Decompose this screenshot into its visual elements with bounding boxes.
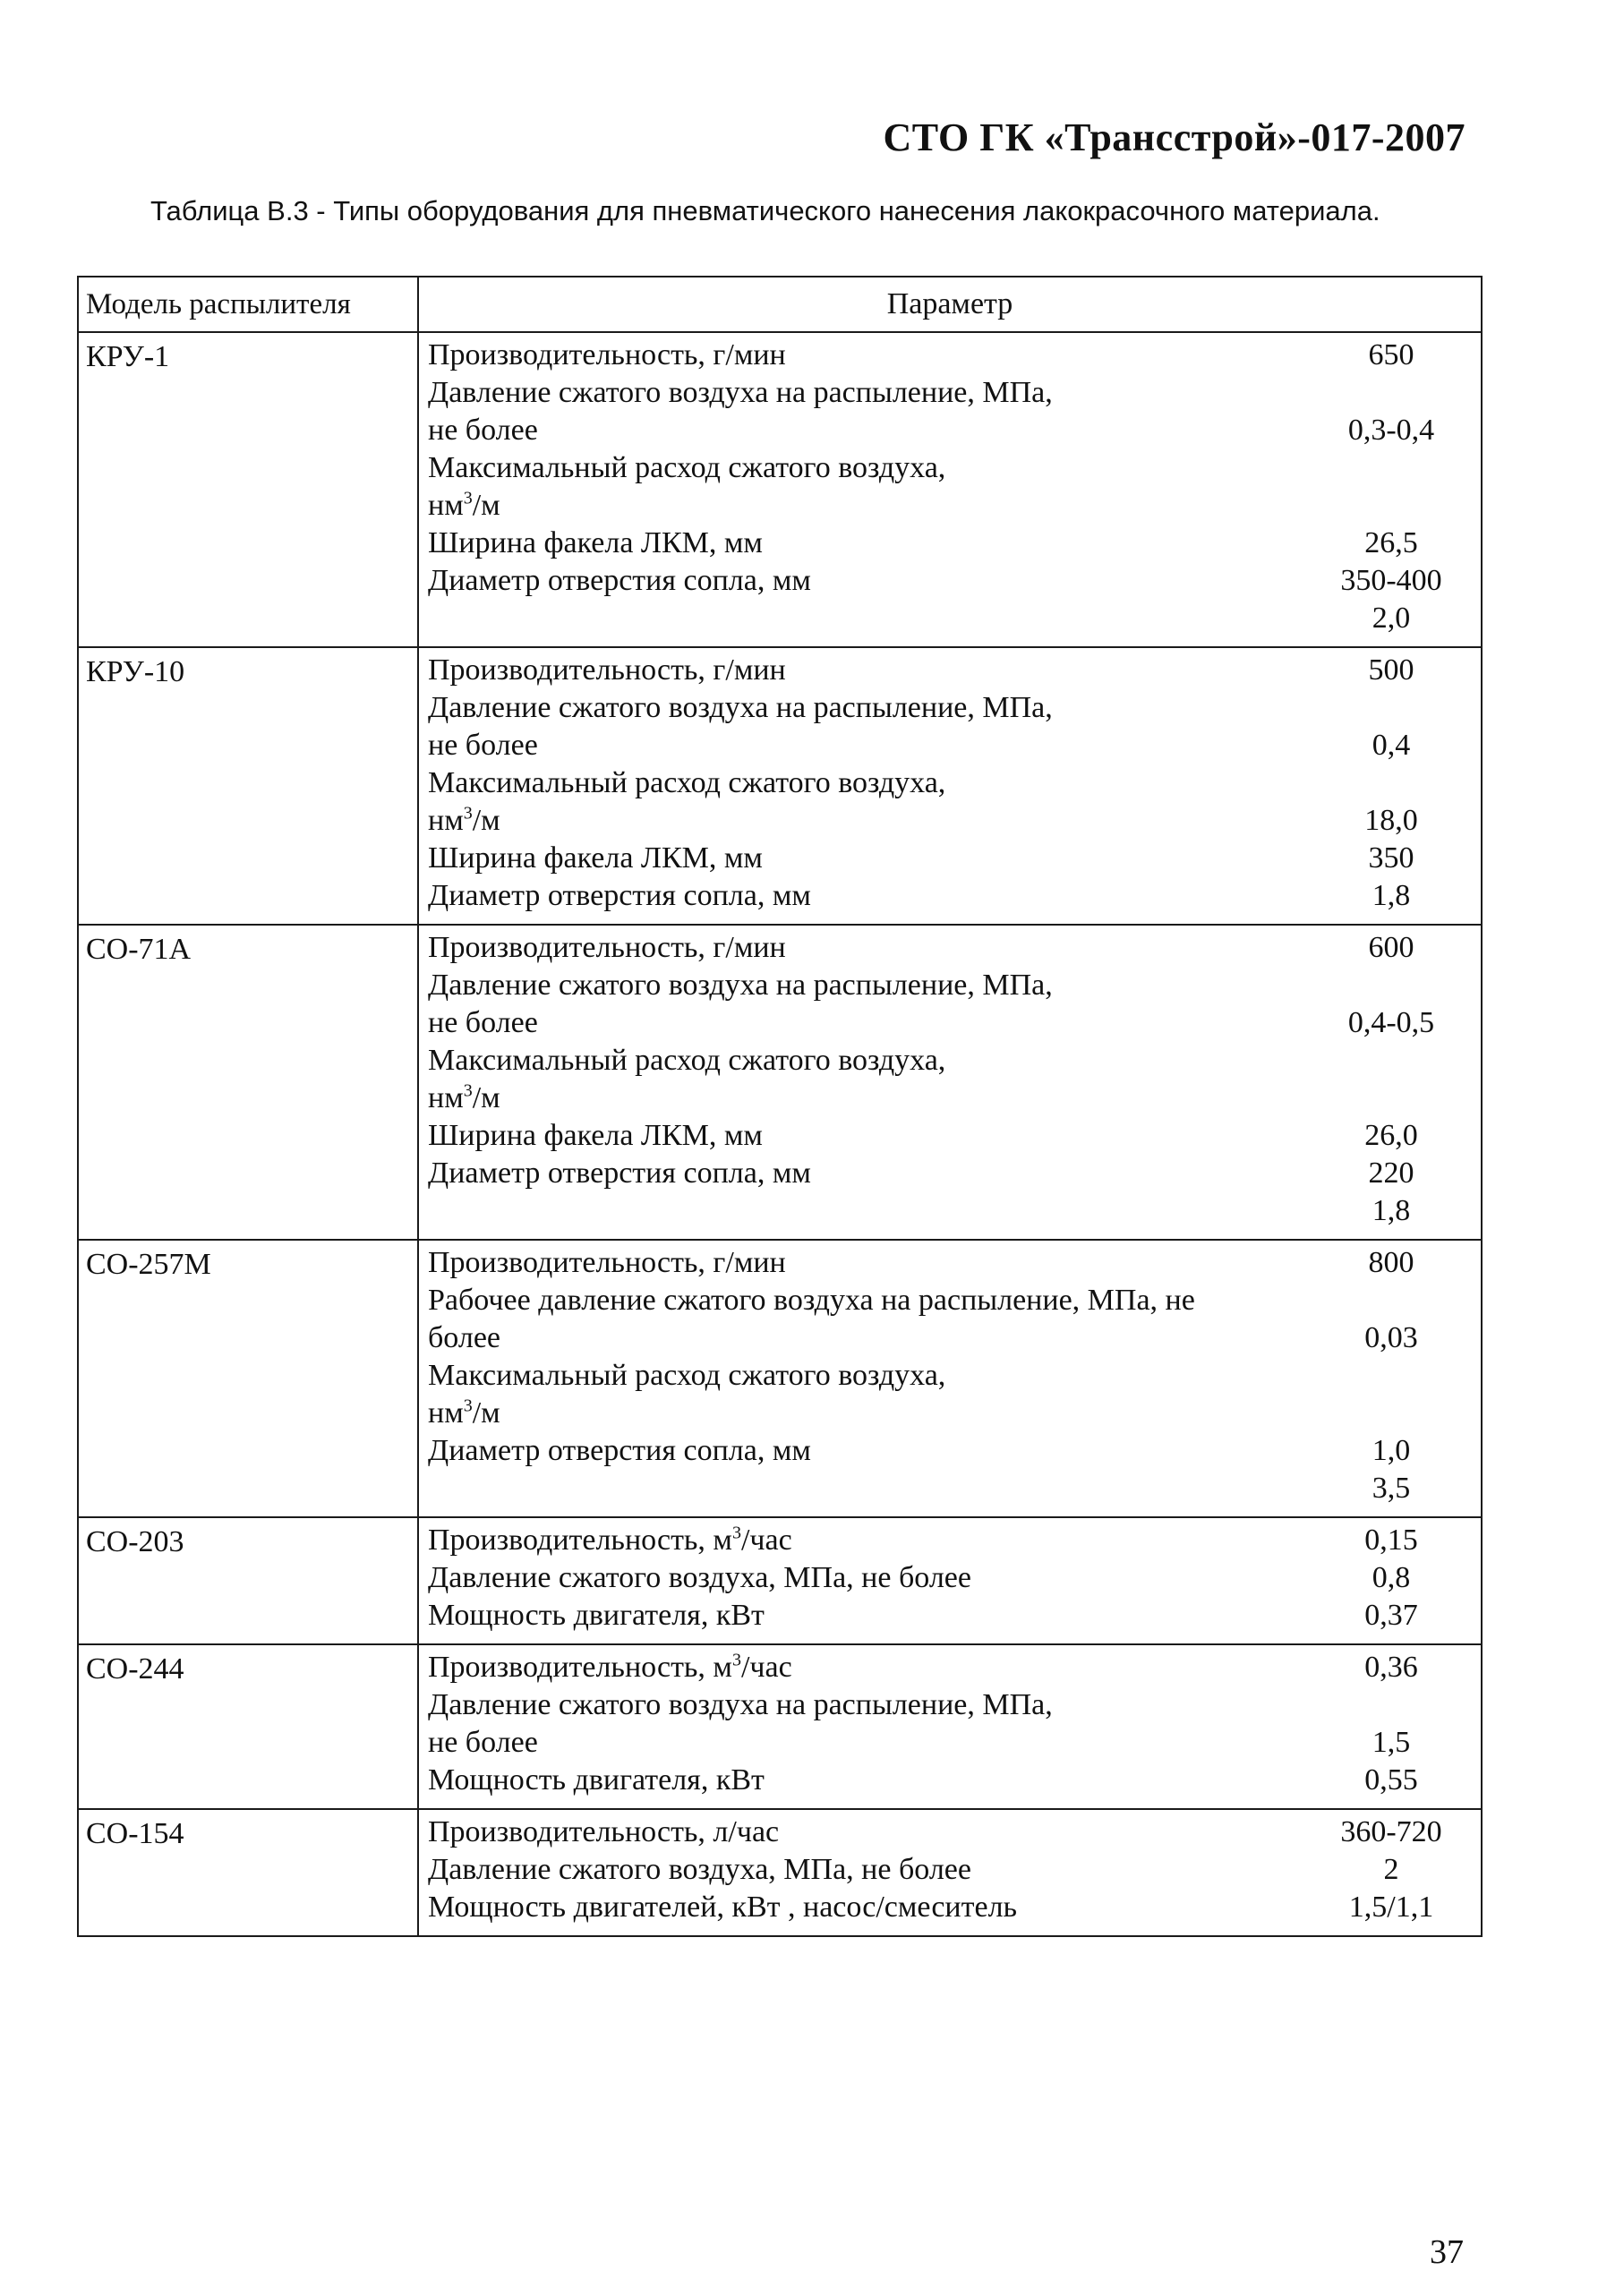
table-header-row — [78, 277, 1482, 332]
parameter-value: 0,4-0,5 — [1347, 1006, 1435, 1039]
parameter-line — [428, 1762, 1481, 1799]
parameter-value: 360-720 — [1340, 1815, 1442, 1848]
parameter-line — [428, 1117, 1481, 1155]
parameter-name: $нм^3/м$ — [428, 1396, 500, 1430]
parameter-line — [428, 1522, 1481, 1559]
column-header-model: Модель распылителя — [78, 277, 418, 332]
parameter-line — [428, 877, 1481, 915]
model-cell — [78, 925, 418, 1240]
parameter-line — [428, 967, 1481, 1004]
parameter-line — [428, 1282, 1481, 1319]
parameter-name: Диаметр отверстия сопла, мм — [428, 1434, 811, 1467]
parameter-cell — [418, 332, 1482, 647]
model-name: СО-257М — [86, 1248, 211, 1281]
parameter-value: 350-400 — [1340, 564, 1442, 597]
parameter-name: Ширина факела ЛКМ, мм — [428, 526, 763, 559]
table-row — [78, 1809, 1482, 1936]
model-cell — [78, 332, 418, 647]
parameter-value: 0,15 — [1364, 1524, 1418, 1557]
parameter-name: более — [428, 1321, 500, 1354]
parameter-value: 1,8 — [1372, 1194, 1411, 1227]
parameter-name: не более — [428, 1006, 538, 1039]
parameter-line — [428, 1432, 1481, 1470]
parameter-line — [428, 525, 1481, 562]
parameter-name: Максимальный расход сжатого воздуха, — [428, 451, 946, 484]
parameter-line — [428, 689, 1481, 727]
parameter-value: 0,3-0,4 — [1347, 414, 1435, 447]
parameter-cell — [418, 1517, 1482, 1644]
table-row — [78, 1240, 1482, 1517]
equipment-table — [77, 276, 1483, 1937]
parameter-value: 0,8 — [1372, 1561, 1411, 1594]
parameter-name: Диаметр отверстия сопла, мм — [428, 1157, 811, 1190]
parameter-name: Производительность, $м^3$/час — [428, 1523, 792, 1557]
parameter-line — [428, 727, 1481, 764]
parameter-value: 650 — [1368, 338, 1414, 371]
parameter-value: 18,0 — [1364, 804, 1418, 837]
parameter-name: Производительность, $м^3$/час — [428, 1650, 792, 1684]
parameter-line — [428, 652, 1481, 689]
parameter-name: Ширина факела ЛКМ, мм — [428, 1119, 763, 1152]
table-row — [78, 1517, 1482, 1644]
parameter-value: 0,37 — [1364, 1599, 1418, 1632]
model-name: СО-203 — [86, 1525, 184, 1558]
model-cell — [78, 647, 418, 925]
parameter-line — [428, 929, 1481, 967]
parameter-name: $нм^3/м$ — [428, 488, 500, 522]
parameter-value: 1,5 — [1372, 1726, 1411, 1759]
parameter-value: 0,36 — [1364, 1651, 1418, 1684]
parameter-name: Рабочее давление сжатого воздуха на распыление, МПа, не — [428, 1284, 1195, 1317]
parameter-value: 3,5 — [1372, 1472, 1411, 1505]
parameter-name: Производительность, г/мин — [428, 1246, 786, 1279]
parameter-name: Давление сжатого воздуха, МПа, не более — [428, 1561, 971, 1594]
parameter-line — [428, 1889, 1481, 1926]
parameter-cell — [418, 1809, 1482, 1936]
parameter-line — [428, 802, 1481, 840]
parameter-value: 0,55 — [1364, 1763, 1418, 1797]
table-row — [78, 647, 1482, 925]
parameter-name: Давление сжатого воздуха на распыление, МПа, — [428, 969, 1053, 1002]
parameter-line — [428, 764, 1481, 802]
parameter-line — [428, 1395, 1481, 1432]
parameter-value: 1,0 — [1372, 1434, 1411, 1467]
parameter-name: не более — [428, 729, 538, 762]
parameter-line — [428, 374, 1481, 412]
parameter-line — [428, 1814, 1481, 1851]
table-caption: Таблица В.3 - Типы оборудования для пневматического нанесения лакокрасочного материала. — [150, 195, 1380, 226]
parameter-line — [428, 1004, 1481, 1042]
parameter-line — [428, 600, 1481, 637]
parameter-name: $нм^3/м$ — [428, 803, 500, 837]
parameter-line — [428, 1649, 1481, 1686]
parameter-name: Производительность, г/мин — [428, 653, 786, 687]
parameter-name: Максимальный расход сжатого воздуха, — [428, 1044, 946, 1077]
parameter-value: 500 — [1368, 653, 1414, 687]
parameter-line — [428, 487, 1481, 525]
parameter-name: Производительность, г/мин — [428, 338, 786, 371]
parameter-value: 0,4 — [1372, 729, 1411, 762]
parameter-value: 26,5 — [1364, 526, 1418, 559]
parameter-name: $нм^3/м$ — [428, 1080, 500, 1114]
parameter-line — [428, 1357, 1481, 1395]
parameter-name: Мощность двигателей, кВт , насос/смеситель — [428, 1891, 1018, 1924]
parameter-line — [428, 1686, 1481, 1724]
parameter-value: 2 — [1383, 1853, 1399, 1886]
parameter-value: 0,03 — [1364, 1321, 1418, 1354]
parameter-name: Ширина факела ЛКМ, мм — [428, 841, 763, 875]
parameter-cell — [418, 647, 1482, 925]
page-number: 37 — [1430, 2233, 1464, 2271]
model-name: СО-244 — [86, 1652, 184, 1686]
parameter-line — [428, 1597, 1481, 1635]
parameter-name: Давление сжатого воздуха на распыление, МПа, — [428, 691, 1053, 724]
column-header-parameter: Параметр — [418, 277, 1482, 332]
parameter-line — [428, 1559, 1481, 1597]
table-row — [78, 925, 1482, 1240]
parameter-name: Производительность, л/час — [428, 1815, 780, 1848]
parameter-line — [428, 1042, 1481, 1080]
parameter-value: 800 — [1368, 1246, 1414, 1279]
model-name: СО-154 — [86, 1817, 184, 1850]
model-cell — [78, 1240, 418, 1517]
table-row — [78, 1644, 1482, 1809]
parameter-name: Производительность, г/мин — [428, 931, 786, 964]
parameter-name: Давление сжатого воздуха, МПа, не более — [428, 1853, 971, 1886]
parameter-name: Максимальный расход сжатого воздуха, — [428, 1359, 946, 1392]
parameter-name: не более — [428, 1726, 538, 1759]
model-cell — [78, 1517, 418, 1644]
parameter-name: Максимальный расход сжатого воздуха, — [428, 766, 946, 799]
table-body — [78, 332, 1482, 1936]
parameter-value: 2,0 — [1372, 602, 1411, 635]
model-cell — [78, 1809, 418, 1936]
parameter-name: Диаметр отверстия сопла, мм — [428, 564, 811, 597]
parameter-line — [428, 1192, 1481, 1230]
parameter-value: 220 — [1368, 1157, 1414, 1190]
parameter-value: 350 — [1368, 841, 1414, 875]
parameter-name: Диаметр отверстия сопла, мм — [428, 879, 811, 912]
parameter-name: не более — [428, 414, 538, 447]
parameter-cell — [418, 1240, 1482, 1517]
model-name: КРУ-10 — [86, 655, 185, 688]
parameter-name: Давление сжатого воздуха на распыление, МПа, — [428, 376, 1053, 409]
model-name: КРУ-1 — [86, 340, 170, 373]
parameter-line — [428, 337, 1481, 374]
parameter-line — [428, 1470, 1481, 1507]
parameter-name: Мощность двигателя, кВт — [428, 1599, 765, 1632]
parameter-line — [428, 1080, 1481, 1117]
parameter-name: Мощность двигателя, кВт — [428, 1763, 765, 1797]
parameter-cell — [418, 925, 1482, 1240]
parameter-value: 600 — [1368, 931, 1414, 964]
parameter-cell — [418, 1644, 1482, 1809]
parameter-value: 26,0 — [1364, 1119, 1418, 1152]
model-name: СО-71А — [86, 933, 192, 966]
parameter-line — [428, 1319, 1481, 1357]
parameter-line — [428, 1724, 1481, 1762]
parameter-value: 1,5/1,1 — [1348, 1891, 1434, 1924]
parameter-line — [428, 412, 1481, 449]
parameter-line — [428, 840, 1481, 877]
document-code-header: СТО ГК «Трансстрой»-017-2007 — [883, 115, 1466, 159]
parameter-line — [428, 1155, 1481, 1192]
parameter-line — [428, 449, 1481, 487]
parameter-name: Давление сжатого воздуха на распыление, МПа, — [428, 1688, 1053, 1721]
parameter-line — [428, 562, 1481, 600]
parameter-line — [428, 1851, 1481, 1889]
table-row — [78, 332, 1482, 647]
parameter-value: 1,8 — [1372, 879, 1411, 912]
model-cell — [78, 1644, 418, 1809]
parameter-line — [428, 1244, 1481, 1282]
